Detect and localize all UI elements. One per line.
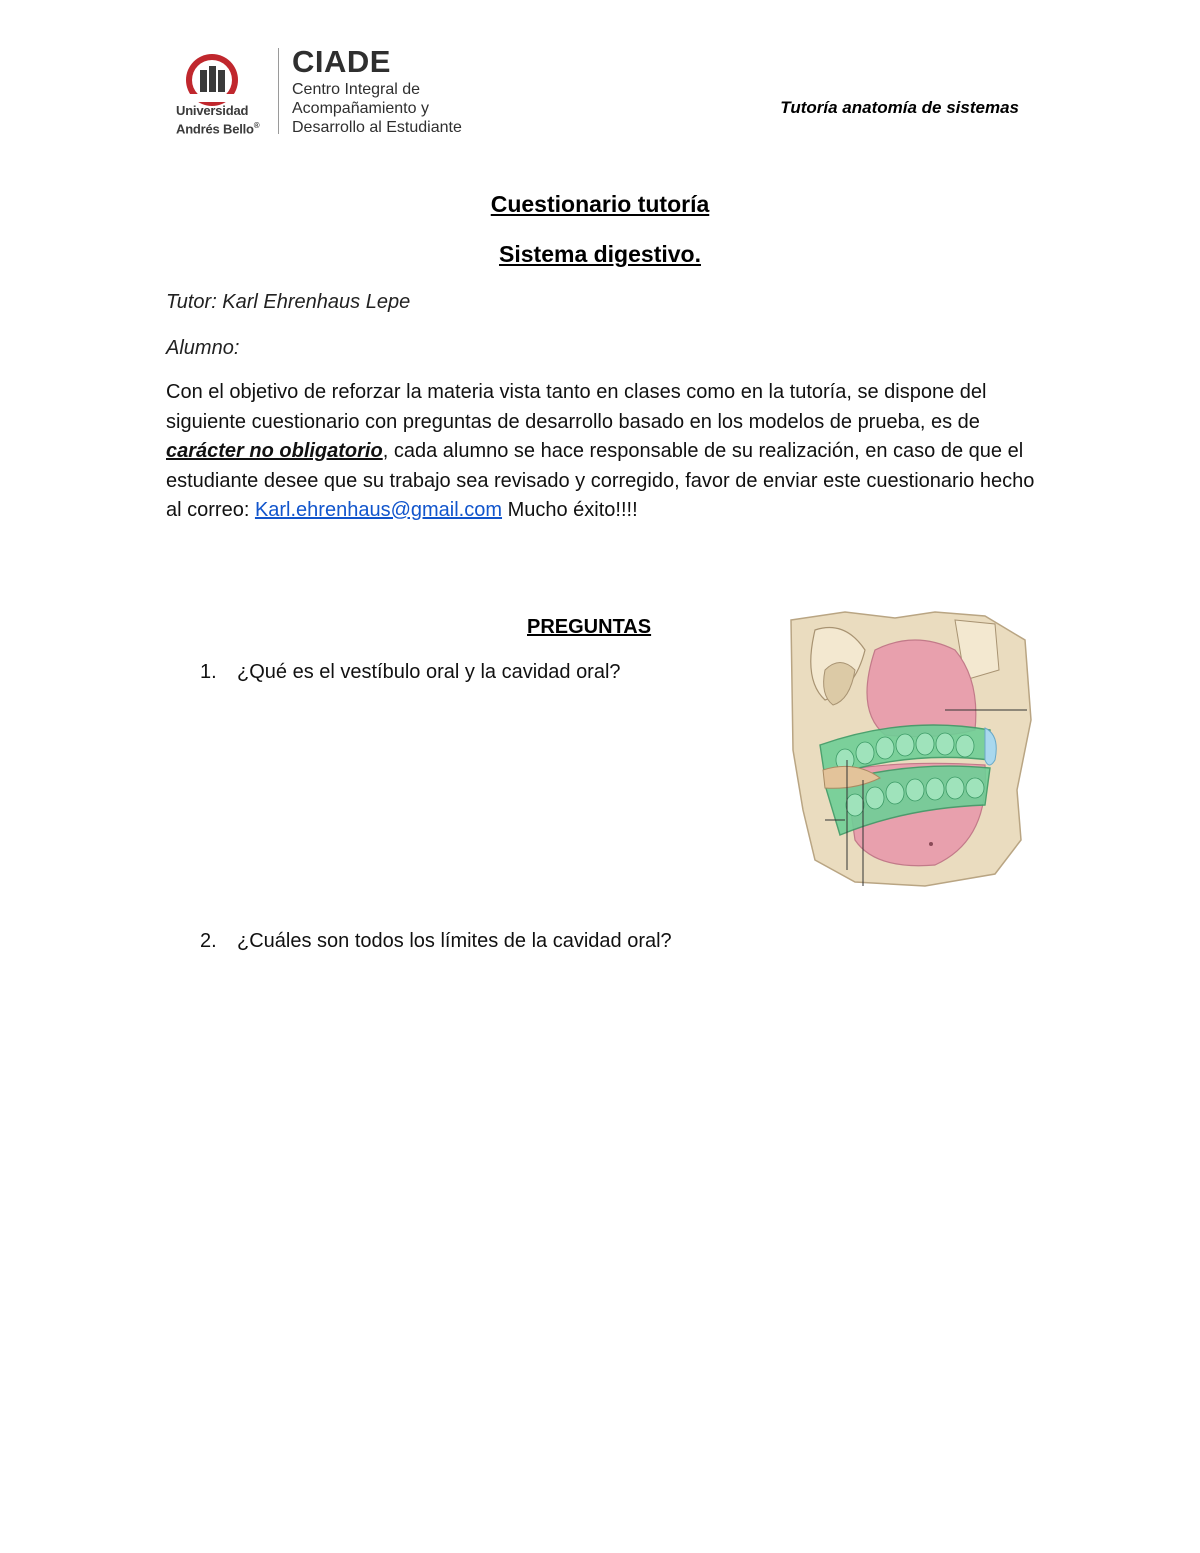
document-title: Cuestionario tutoría [490, 191, 710, 217]
question-1-text: ¿Qué es el vestíbulo oral y la cavidad oral? [237, 661, 621, 683]
ciade-subtitle [292, 80, 462, 137]
course-header: Tutoría anatomía de sistemas [780, 98, 1019, 117]
email-link[interactable]: Karl.ehrenhaus@gmail.com [254, 499, 503, 521]
questions-heading: PREGUNTAS [527, 616, 652, 638]
ciade-line2: Acompañamiento y [292, 100, 429, 117]
ciade-line3: Desarrollo al Estudiante [292, 119, 462, 136]
question-1-number: 1. [200, 661, 217, 683]
question-1 [200, 661, 621, 684]
intro-emphasis: carácter no obligatorio [166, 440, 383, 462]
ciade-title: CIADE [292, 44, 391, 79]
ciade-line1: Centro Integral de [292, 81, 421, 98]
intro-paragraph [166, 378, 1046, 526]
intro-text-3: Mucho éxito!!!! [502, 499, 638, 521]
intro-text-1: Con el objetivo de reforzar la materia vista tanto en clases como en la tutoría, se dispone del siguiente cuestionario con preguntas de desarrollo basado en los modelos de prueba, es de [166, 381, 987, 433]
university-name: Universidad Andrés Bello® [176, 103, 260, 137]
oral-cavity-anatomy-icon [785, 610, 1033, 888]
tutor-line: Tutor: Karl Ehrenhaus Lepe [166, 291, 411, 313]
question-2-text: ¿Cuáles son todos los límites de la cavidad oral? [237, 930, 672, 952]
oral-cavity-illustration [785, 610, 1033, 888]
question-2 [200, 930, 672, 953]
document-subtitle: Sistema digestivo. [499, 241, 701, 267]
university-line2: Andrés Bello [176, 121, 254, 137]
intro-text-2: , cada alumno se hace responsable de su realización, en caso de que el estudiante desee que su trabajo sea revisado y corregido, favor de enviar este cuestionario hecho al correo: [166, 440, 1035, 521]
question-2-number: 2. [200, 930, 217, 952]
logo-divider [278, 48, 279, 134]
alumno-line: Alumno: [166, 337, 240, 359]
university-line1: Universidad [176, 103, 249, 118]
